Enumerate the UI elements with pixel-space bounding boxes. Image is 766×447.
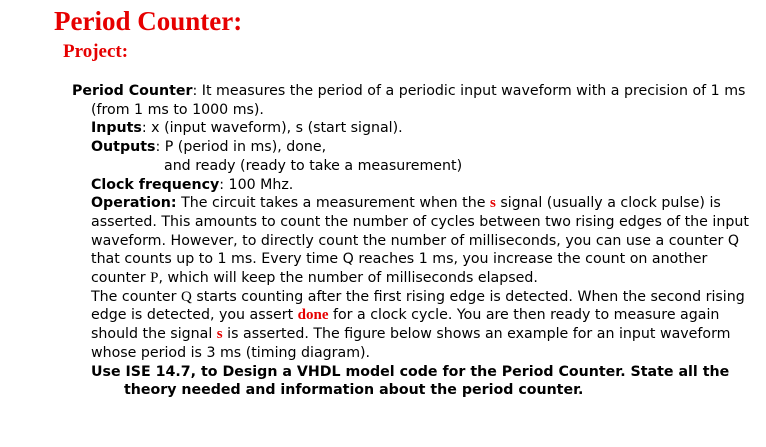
task-line-2: theory needed and information about the period counter. [124, 382, 584, 399]
outputs-label: Outputs [91, 139, 156, 156]
operation-line-2: asserted. This amounts to count the number of cycles between two rising edges of the input [91, 213, 749, 230]
counter-p: P [150, 270, 159, 287]
operation-line-4: that counts up to 1 ms. Every time Q reaches 1 ms, you increase the count on another [91, 251, 708, 268]
clock-label: Clock frequency [91, 176, 220, 193]
intro-term: Period Counter [72, 83, 193, 99]
s-signal-2: s [216, 326, 223, 343]
s-signal: s [489, 195, 496, 212]
project-description [72, 82, 762, 400]
operation-line-3: waveform. However, to directly count the number of milliseconds, you can use a counter Q [91, 232, 739, 249]
operation-line-7: edge is detected, you assert done for a clock cycle. You are then ready to measure again [91, 307, 720, 324]
clock-line: Clock frequency: 100 Mhz. [91, 176, 294, 193]
done-signal: done [297, 307, 329, 324]
project-heading: Project: [63, 41, 129, 62]
intro-line-2: (from 1 ms to 1000 ms). [91, 101, 264, 118]
intro-line: Period Counter: It measures the period of a periodic input waveform with a precision of 1 ms [72, 83, 746, 99]
counter-q: Q [181, 288, 192, 305]
operation-label: Operation: [91, 195, 177, 212]
operation-line-1: Operation: The circuit takes a measurement when the s signal (usually a clock pulse) is [91, 195, 721, 212]
operation-line-9: whose period is 3 ms (timing diagram). [91, 344, 371, 361]
outputs-line: Outputs: P (period in ms), done, [91, 139, 327, 156]
task-line-1: Use ISE 14.7, to Design a VHDL model code for the Period Counter. State all the [91, 363, 730, 380]
outputs-line-2: and ready (ready to take a measurement) [164, 157, 463, 174]
operation-line-5: counter P, which will keep the number of milliseconds elapsed. [91, 270, 538, 287]
page-title: Period Counter: [54, 6, 243, 36]
inputs-label: Inputs [91, 120, 142, 137]
operation-line-8: should the signal s is asserted. The figure below shows an example for an input waveform [91, 326, 731, 343]
inputs-line: Inputs: x (input waveform), s (start signal). [91, 120, 403, 137]
operation-line-6: The counter Q starts counting after the first rising edge is detected. When the second rising [91, 288, 745, 305]
